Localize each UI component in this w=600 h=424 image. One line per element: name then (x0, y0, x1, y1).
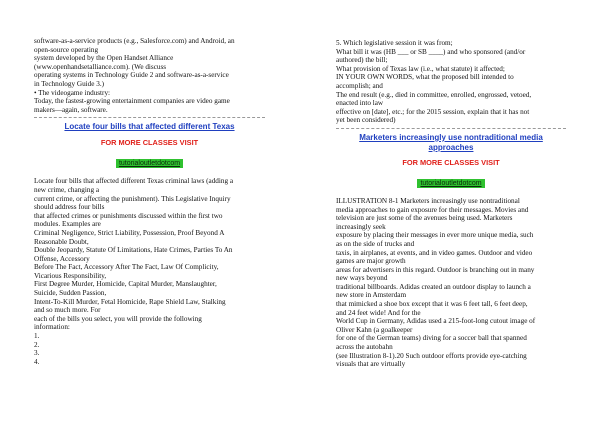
right-promo-text: FOR MORE CLASSES VISIT (402, 157, 500, 167)
text-line: Double Jeopardy, Statute Of Limitations, Hate Crimes, Parties To An (34, 246, 233, 255)
text-line: new crime, changing a (34, 185, 100, 194)
text-line: Intent-To-Kill Murder, Fetal Homicide, Rape Shield Law, Stalking (34, 297, 226, 306)
left-column (34, 37, 265, 366)
text-line: information: (34, 323, 70, 332)
text-line: Suicide, Sudden Passion, (34, 289, 107, 298)
text-line: visuals that are virtually (336, 360, 406, 369)
right-section-heading[interactable] (336, 133, 566, 153)
text-line: Reasonable Doubt, (34, 237, 89, 246)
text-line: new store in Amsterdam (336, 291, 407, 300)
text-line: (www.openhandsetalliance.com). (We discuss (34, 62, 167, 71)
right-intro-text (336, 39, 566, 125)
text-line: authored) the bill; (336, 56, 388, 65)
divider (34, 117, 265, 118)
text-line: yet been considered) (336, 116, 396, 125)
text-line: software-as-a-service products (e.g., Salesforce.com) and Android, an (34, 37, 235, 45)
text-line: across the autobahn (336, 343, 393, 352)
text-line: traditional billboards. Adidas created an outdoor display to launch a (336, 282, 531, 291)
text-line: television are just some of the avenues being used. Marketers (336, 214, 513, 223)
right-body-text (336, 197, 566, 369)
text-line: media approaches to gain exposure for their messages. Movies and (336, 205, 529, 214)
text-line: for one of the German teams) diving for a soccer ball that spanned (336, 334, 527, 343)
text-line: Today, the fastest-growing entertainment companies are video game (34, 97, 230, 106)
text-line: games are major growth (336, 257, 406, 266)
left-site-link[interactable]: tutorialoutletdotcom (116, 159, 183, 168)
text-line: Criminal Negligence, Strict Liability, Possession, Proof Beyond A (34, 228, 225, 237)
text-line: each of the bills you select, you will provide the following (34, 314, 202, 323)
text-line: and so much more. For (34, 306, 101, 315)
right-site-link[interactable]: tutorialoutletdotcom (417, 179, 484, 188)
text-line: (see Illustration 8-1).20 Such outdoor efforts provide eye-catching (336, 351, 527, 360)
text-line: The end result (e.g., died in committee, enrolled, engrossed, vetoed, (336, 90, 532, 99)
text-line: open-source operating (34, 45, 99, 54)
text-line: current crime, or affecting the punishment). This Legislative Inquiry (34, 194, 231, 203)
text-line: areas for advertisers in this regard. Outdoor is branching out in many (336, 265, 535, 274)
text-line: and 24 feet wide! And for the (336, 308, 421, 317)
text-line: First Degree Murder, Homicide, Capital Murder, Manslaughter, (34, 280, 217, 289)
left-section-heading[interactable]: Locate four bills that affected different Texas (64, 122, 235, 132)
text-line: as on the side of trucks and (336, 239, 415, 248)
text-line: 3. (34, 349, 40, 358)
text-line: Oliver Kahn (a goalkeeper (336, 325, 413, 334)
text-line: exposure by placing their messages in ever more unique media, such (336, 231, 534, 240)
text-line: 2. (34, 340, 40, 349)
text-line: that mimicked a shoe box except that it was 6 feet tall, 6 feet deep, (336, 300, 528, 309)
text-line: operating systems in Technology Guide 2 and software-as-a-service (34, 71, 229, 80)
text-line: that affected crimes or punishments discussed within the first two (34, 211, 223, 220)
text-line: 5. Which legislative session it was from; (336, 39, 453, 47)
text-line: makers—again, software. (34, 105, 108, 114)
left-body-text (34, 177, 265, 366)
text-line: increasingly seek (336, 222, 386, 231)
right-column (336, 39, 566, 369)
text-line: 1. (34, 332, 40, 341)
text-line: Offense, Accessory (34, 254, 90, 263)
right-heading-line1[interactable]: Marketers increasingly use nontraditional media (359, 132, 543, 142)
text-line: taxis, in airplanes, at events, and in video games. Outdoor and video (336, 248, 533, 257)
text-line: should address four bills (34, 203, 105, 212)
text-line: accomplish; and (336, 81, 383, 90)
divider (336, 128, 566, 129)
left-intro-text (34, 37, 265, 114)
text-line: World Cup in Germany, Adidas used a 215-foot-long cutout image of (336, 317, 536, 326)
text-line: IN YOUR OWN WORDS, what the proposed bill intended to (336, 73, 514, 82)
text-line: in Technology Guide 3.) (34, 79, 105, 88)
text-line: 4. (34, 357, 40, 366)
text-line: What bill it was (HB ___ or SB ____) and who sponsored (and/or (336, 47, 526, 56)
text-line: Locate four bills that affected different Texas criminal laws (adding a (34, 177, 234, 186)
text-line: • The videogame industry: (34, 88, 111, 97)
text-line: Vicarious Responsibility, (34, 271, 107, 280)
text-line: system developed by the Open Handset Alliance (34, 54, 174, 63)
left-promo-text: FOR MORE CLASSES VISIT (100, 138, 199, 148)
text-line: Before The Fact, Accessory After The Fact, Law Of Complicity, (34, 263, 219, 272)
text-line: effective on [date], etc.; for the 2015 session, explain that it has not (336, 107, 530, 116)
text-line: modules. Examples are (34, 220, 101, 229)
right-heading-line2[interactable]: approaches (428, 142, 474, 152)
text-line: What provision of Texas law (i.e., what statute) it affected; (336, 64, 505, 73)
text-line: enacted into law (336, 99, 384, 108)
text-line: new ways beyond (336, 274, 388, 283)
text-line: ILLUSTRATION 8-1 Marketers increasingly use nontraditional (336, 196, 520, 205)
